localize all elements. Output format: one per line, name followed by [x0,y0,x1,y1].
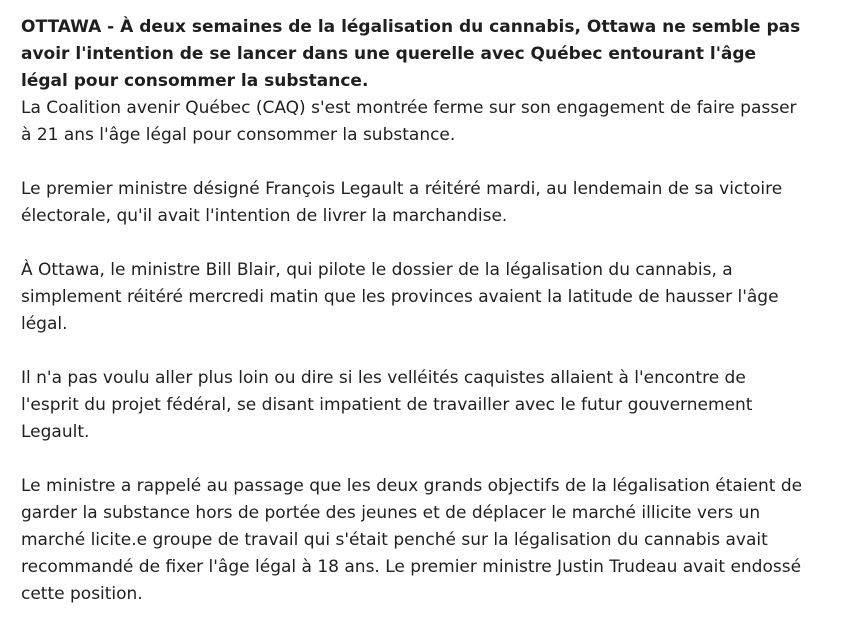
article-paragraph-5: Le ministre a rappelé au passage que les deux grands objectifs de la légalisation étaient de garder la substance hors de portée des jeunes et de déplacer le marché illicite vers un marché licite.e groupe de travail qui s'était penché sur la légalisation du cannabis avait recommandé de fixer l'âge légal à 18 ans. Le premier ministre Justin Trudeau avait endossé cette position. [21,476,803,604]
article-lead: OTTAWA - À deux semaines de la légalisation du cannabis, Ottawa ne semble pas avoir l'intention de se lancer dans une querelle avec Québec entourant l'âge légal pour consommer la substance. [21,17,801,91]
article-paragraph-1: La Coalition avenir Québec (CAQ) s'est montrée ferme sur son engagement de faire passer à 21 ans l'âge légal pour consommer la substance. [21,98,797,145]
article-paragraph-4: Il n'a pas voulu aller plus loin ou dire si les velléités caquistes allaient à l'encontre de l'esprit du projet fédéral, se disant impatient de travailler avec le futur gouvernement Legault. [21,368,753,442]
article-paragraph-3: À Ottawa, le ministre Bill Blair, qui pilote le dossier de la légalisation du cannabis, a simplement réitéré mercredi matin que les provinces avaient la latitude de hausser l'âge légal. [21,260,779,334]
article-paragraph-2: Le premier ministre désigné François Legault a réitéré mardi, au lendemain de sa victoire électorale, qu'il avait l'intention de livrer la marchandise. [21,179,783,226]
